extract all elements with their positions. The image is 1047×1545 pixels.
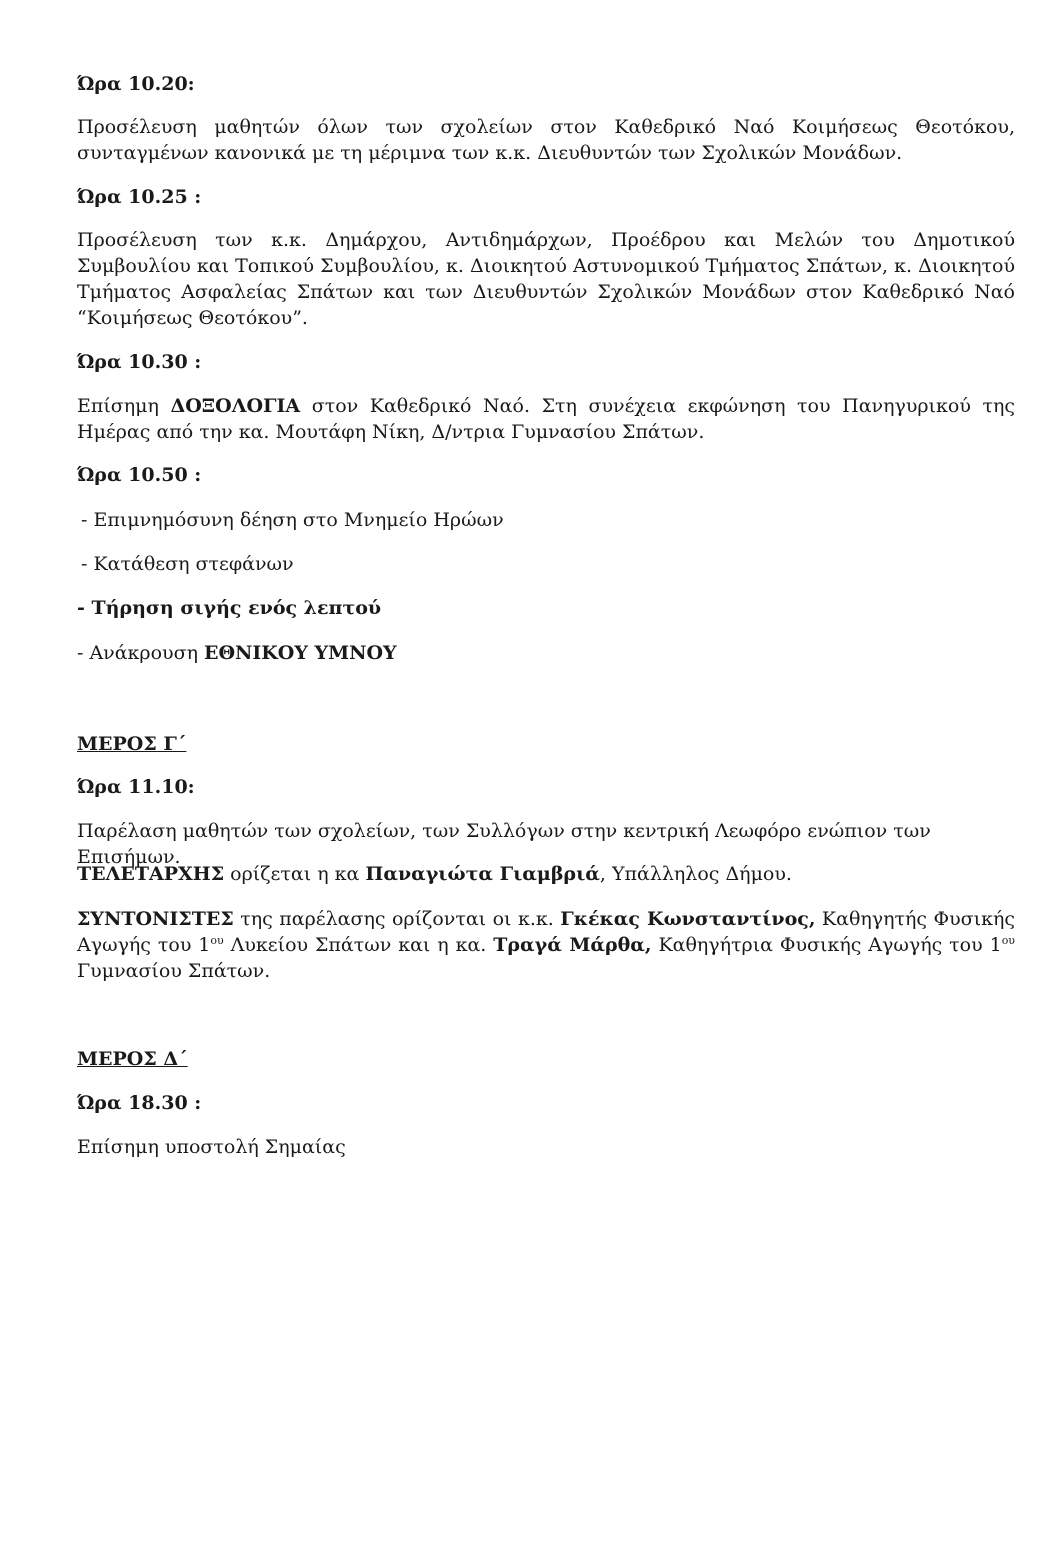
bold-text: Γκέκας Κωνσταντίνος,: [560, 908, 816, 930]
text: Καθηγήτρια Φυσικής Αγωγής του 1: [651, 934, 1002, 956]
list-item-wreaths: - Κατάθεση στεφάνων: [81, 553, 294, 575]
paragraph-students-arrival: Προσέλευση μαθητών όλων των σχολείων στον Καθεδρικό Ναό Κοιμήσεως Θεοτόκου, συνταγμένων κανονικά με τη μέριμνα των κ.κ. Διευθυντών των Σχολικών Μονάδων.: [77, 116, 1015, 164]
paragraph-parade: Παρέλαση μαθητών των σχολείων, των Συλλόγων στην κεντρική Λεωφόρο ενώπιον των Επισήμων.: [77, 820, 931, 868]
text: Καθηγητής Φυσικής Αγωγής του 1: [77, 908, 1015, 956]
paragraph-master-of-ceremonies: [77, 861, 1015, 887]
bold-text: ΔΟΞΟΛΟΓΙΑ: [170, 395, 301, 417]
paragraph-doxology: [77, 393, 1015, 445]
time-heading-1020: Ώρα 10.20:: [77, 73, 195, 95]
time-heading-1110: Ώρα 11.10:: [77, 776, 195, 798]
bold-text: ΣΥΝΤΟΝΙΣΤΕΣ: [77, 908, 234, 930]
text: Επίσημη: [77, 395, 171, 417]
time-heading-1050: Ώρα 10.50 :: [77, 464, 202, 486]
superscript: ου: [210, 934, 224, 947]
time-heading-1030: Ώρα 10.30 :: [77, 351, 202, 373]
text: - Ανάκρουση: [77, 642, 204, 664]
text: Γυμνασίου Σπάτων.: [77, 960, 271, 982]
section-title-part-c: ΜΕΡΟΣ Γ΄: [77, 733, 187, 755]
text: ορίζεται η κα: [224, 863, 366, 885]
text: Λυκείου Σπάτων και η κα.: [223, 934, 494, 956]
list-item-anthem: [77, 640, 1015, 666]
paragraph-officials-arrival: Προσέλευση των κ.κ. Δημάρχου, Αντιδημάρχων, Προέδρου και Μελών του Δημοτικού Συμβουλίου και Τοπικού Συμβουλίου, κ. Διοικητού Αστυνομικού Τμήματος Σπάτων, κ. Διοικητού Τμήματος Ασφαλείας Σπάτων και των Διευθυντών Σχολικών Μονάδων στον Καθεδρικό Ναό “Κοιμήσεως Θεοτόκου”.: [77, 229, 1015, 329]
bold-text: Τραγά Μάρθα,: [493, 934, 652, 956]
list-item-silence: - Τήρηση σιγής ενός λεπτού: [77, 597, 382, 619]
paragraph-coordinators: [77, 906, 1015, 984]
text: , Υπάλληλος Δήμου.: [599, 863, 792, 885]
bold-text: ΕΘΝΙΚΟΥ ΥΜΝΟΥ: [204, 642, 397, 664]
paragraph-flag-lowering: Επίσημη υποστολή Σημαίας: [77, 1136, 346, 1158]
bold-text: ΤΕΛΕΤΑΡΧΗΣ: [77, 863, 225, 885]
time-heading-1830: Ώρα 18.30 :: [77, 1092, 202, 1114]
list-item-memorial: - Επιμνημόσυνη δέηση στο Μνημείο Ηρώων: [81, 509, 504, 531]
text: της παρέλασης ορίζονται οι κ.κ.: [233, 908, 561, 930]
section-title-part-d: ΜΕΡΟΣ Δ΄: [77, 1048, 188, 1070]
time-heading-1025: Ώρα 10.25 :: [77, 186, 202, 208]
text: στον Καθεδρικό Ναό. Στη συνέχεια εκφώνηση του Πανηγυρικού της Ημέρας από την κα. Μουτάφη Νίκη, Δ/ντρια Γυμνασίου Σπάτων.: [77, 395, 1015, 443]
superscript: ου: [1001, 934, 1015, 947]
bold-text: Παναγιώτα Γιαμβριά: [365, 863, 600, 885]
